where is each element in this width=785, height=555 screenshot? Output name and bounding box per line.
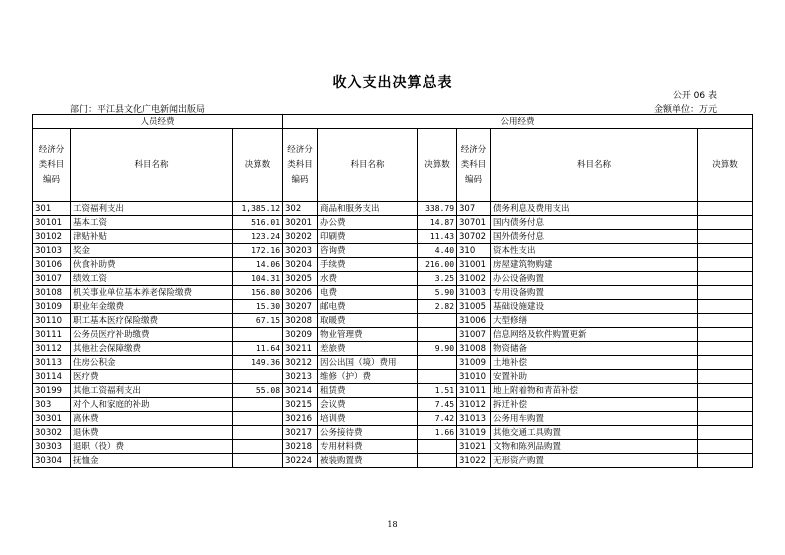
name-cell: 取暖费 [318, 314, 418, 328]
code-header: 经济分类科目编码 [457, 129, 491, 202]
code-cell: 30103 [33, 244, 71, 258]
code-cell: 31021 [457, 440, 491, 454]
amount-cell [233, 398, 283, 412]
amount-cell [233, 370, 283, 384]
amount-cell: 149.36 [233, 356, 283, 370]
code-cell: 30213 [283, 370, 318, 384]
amount-cell [233, 328, 283, 342]
amount-cell: 3.25 [418, 272, 457, 286]
name-header: 科目名称 [318, 129, 418, 202]
group-header-row [33, 115, 753, 129]
table-row [33, 202, 753, 216]
name-cell: 公务接待费 [318, 426, 418, 440]
code-cell: 30205 [283, 272, 318, 286]
code-cell: 30702 [457, 230, 491, 244]
amount-cell: 55.08 [233, 384, 283, 398]
amount-header: 决算数 [418, 129, 457, 202]
code-cell: 31010 [457, 370, 491, 384]
name-cell: 离休费 [71, 412, 233, 426]
name-cell: 职业年金缴费 [71, 300, 233, 314]
name-cell: 手续费 [318, 258, 418, 272]
amount-cell [698, 202, 753, 216]
code-cell: 30109 [33, 300, 71, 314]
code-cell: 30302 [33, 426, 71, 440]
amount-cell [418, 440, 457, 454]
name-cell: 电费 [318, 286, 418, 300]
name-cell: 培训费 [318, 412, 418, 426]
name-cell: 办公费 [318, 216, 418, 230]
name-cell: 物资储备 [491, 342, 698, 356]
name-cell: 绩效工资 [71, 272, 233, 286]
name-cell: 物业管理费 [318, 328, 418, 342]
table-row [33, 216, 753, 230]
code-cell: 30303 [33, 440, 71, 454]
amount-cell: 9.90 [418, 342, 457, 356]
code-cell: 31001 [457, 258, 491, 272]
amount-cell: 2.82 [418, 300, 457, 314]
name-cell: 公务用车购置 [491, 412, 698, 426]
amount-cell: 4.40 [418, 244, 457, 258]
name-cell: 拆迁补偿 [491, 398, 698, 412]
amount-cell: 172.16 [233, 244, 283, 258]
name-cell: 文物和陈列品购置 [491, 440, 698, 454]
code-cell: 30211 [283, 342, 318, 356]
code-cell: 30301 [33, 412, 71, 426]
name-cell: 奖金 [71, 244, 233, 258]
amount-cell: 7.45 [418, 398, 457, 412]
amount-cell: 123.24 [233, 230, 283, 244]
name-cell: 其他工资福利支出 [71, 384, 233, 398]
form-number: 公开 06 表 [672, 91, 717, 101]
amount-cell [698, 314, 753, 328]
table-row [33, 426, 753, 440]
name-cell: 其他社会保障缴费 [71, 342, 233, 356]
amount-cell: 11.43 [418, 230, 457, 244]
table-row [33, 314, 753, 328]
code-cell: 31007 [457, 328, 491, 342]
name-cell: 基本工资 [71, 216, 233, 230]
name-cell: 退休费 [71, 426, 233, 440]
amount-cell [418, 356, 457, 370]
table-row [33, 440, 753, 454]
code-cell: 31019 [457, 426, 491, 440]
code-cell: 31003 [457, 286, 491, 300]
amount-cell: 1,385.12 [233, 202, 283, 216]
code-cell: 30218 [283, 440, 318, 454]
code-cell: 30111 [33, 328, 71, 342]
name-cell: 因公出国（境）费用 [318, 356, 418, 370]
code-cell: 30203 [283, 244, 318, 258]
code-cell: 30701 [457, 216, 491, 230]
code-cell: 30214 [283, 384, 318, 398]
expenditure-table [32, 114, 753, 468]
code-cell: 31002 [457, 272, 491, 286]
name-cell: 差旅费 [318, 342, 418, 356]
code-cell: 310 [457, 244, 491, 258]
code-cell: 30201 [283, 216, 318, 230]
code-cell: 30101 [33, 216, 71, 230]
code-cell: 30110 [33, 314, 71, 328]
amount-cell: 1.66 [418, 426, 457, 440]
table-title: 收入支出决算总表 [332, 75, 453, 91]
name-cell: 住房公积金 [71, 356, 233, 370]
code-cell: 307 [457, 202, 491, 216]
name-cell: 商品和服务支出 [318, 202, 418, 216]
name-cell: 维修（护）费 [318, 370, 418, 384]
table-row [33, 454, 753, 468]
amount-cell: 67.15 [233, 314, 283, 328]
amount-cell: 14.87 [418, 216, 457, 230]
table-row [33, 398, 753, 412]
amount-cell [233, 440, 283, 454]
code-cell: 30206 [283, 286, 318, 300]
name-cell: 专用设备购置 [491, 286, 698, 300]
name-cell: 咨询费 [318, 244, 418, 258]
name-cell: 印刷费 [318, 230, 418, 244]
amount-cell [233, 426, 283, 440]
code-cell: 30216 [283, 412, 318, 426]
name-cell: 津贴补贴 [71, 230, 233, 244]
name-cell: 土地补偿 [491, 356, 698, 370]
amount-cell: 11.64 [233, 342, 283, 356]
amount-cell [698, 342, 753, 356]
table-row [33, 258, 753, 272]
code-cell: 30217 [283, 426, 318, 440]
name-cell: 对个人和家庭的补助 [71, 398, 233, 412]
amount-cell [698, 370, 753, 384]
amount-cell [698, 286, 753, 300]
name-cell: 退职（役）费 [71, 440, 233, 454]
name-cell: 机关事业单位基本养老保险缴费 [71, 286, 233, 300]
name-cell: 被装购置费 [318, 454, 418, 468]
amount-cell [698, 412, 753, 426]
amount-header: 决算数 [233, 129, 283, 202]
name-cell: 房屋建筑物购建 [491, 258, 698, 272]
department-label: 部门：平江县文化广电新闻出版局 [70, 105, 206, 115]
name-cell: 大型修缮 [491, 314, 698, 328]
name-cell: 其他交通工具购置 [491, 426, 698, 440]
code-cell: 30208 [283, 314, 318, 328]
code-cell: 31006 [457, 314, 491, 328]
name-cell: 国外债务付息 [491, 230, 698, 244]
code-cell: 30107 [33, 272, 71, 286]
public-group-header: 公用经费 [283, 115, 753, 129]
code-cell: 31022 [457, 454, 491, 468]
amount-cell [698, 440, 753, 454]
amount-cell: 156.80 [233, 286, 283, 300]
table-row [33, 342, 753, 356]
name-cell: 专用材料费 [318, 440, 418, 454]
code-header: 经济分类科目编码 [33, 129, 71, 202]
page-number: 18 [387, 520, 398, 529]
name-cell: 债务利息及费用支出 [491, 202, 698, 216]
amount-cell [698, 258, 753, 272]
name-cell: 安置补助 [491, 370, 698, 384]
name-cell: 租赁费 [318, 384, 418, 398]
table-row [33, 244, 753, 258]
code-cell: 30212 [283, 356, 318, 370]
code-cell: 31005 [457, 300, 491, 314]
amount-cell: 338.79 [418, 202, 457, 216]
code-cell: 30199 [33, 384, 71, 398]
name-cell: 国内债务付息 [491, 216, 698, 230]
amount-cell [698, 398, 753, 412]
code-header: 经济分类科目编码 [283, 129, 318, 202]
code-cell: 30304 [33, 454, 71, 468]
code-cell: 31008 [457, 342, 491, 356]
name-cell: 会议费 [318, 398, 418, 412]
amount-cell: 516.01 [233, 216, 283, 230]
code-cell: 30102 [33, 230, 71, 244]
amount-cell: 15.30 [233, 300, 283, 314]
table-row [33, 300, 753, 314]
name-cell: 职工基本医疗保险缴费 [71, 314, 233, 328]
code-cell: 30207 [283, 300, 318, 314]
code-cell: 30113 [33, 356, 71, 370]
amount-cell [698, 426, 753, 440]
name-header: 科目名称 [491, 129, 698, 202]
table-row [33, 286, 753, 300]
table-row [33, 412, 753, 426]
code-cell: 31009 [457, 356, 491, 370]
amount-cell: 1.51 [418, 384, 457, 398]
code-cell: 30202 [283, 230, 318, 244]
name-cell: 工资福利支出 [71, 202, 233, 216]
amount-cell [418, 314, 457, 328]
code-cell: 303 [33, 398, 71, 412]
name-cell: 邮电费 [318, 300, 418, 314]
name-header: 科目名称 [71, 129, 233, 202]
personnel-group-header: 人员经费 [33, 115, 283, 129]
amount-cell [233, 412, 283, 426]
table-row [33, 370, 753, 384]
table-row [33, 384, 753, 398]
amount-header: 决算数 [698, 129, 753, 202]
amount-cell [698, 244, 753, 258]
table-row [33, 272, 753, 286]
table-row [33, 230, 753, 244]
amount-unit-label: 金额单位：万元 [653, 105, 717, 115]
amount-cell [698, 230, 753, 244]
amount-cell [698, 454, 753, 468]
table-row [33, 328, 753, 342]
code-cell: 30112 [33, 342, 71, 356]
amount-cell: 5.90 [418, 286, 457, 300]
name-cell: 资本性支出 [491, 244, 698, 258]
name-cell: 公务员医疗补助缴费 [71, 328, 233, 342]
code-cell: 30114 [33, 370, 71, 384]
amount-cell [698, 216, 753, 230]
code-cell: 31012 [457, 398, 491, 412]
amount-cell [698, 272, 753, 286]
name-cell: 医疗费 [71, 370, 233, 384]
amount-cell [418, 328, 457, 342]
amount-cell [418, 370, 457, 384]
name-cell: 抚恤金 [71, 454, 233, 468]
code-cell: 301 [33, 202, 71, 216]
amount-cell [698, 300, 753, 314]
amount-cell [698, 356, 753, 370]
amount-cell [233, 454, 283, 468]
amount-cell: 104.31 [233, 272, 283, 286]
name-cell: 办公设备购置 [491, 272, 698, 286]
amount-cell: 7.42 [418, 412, 457, 426]
code-cell: 30224 [283, 454, 318, 468]
amount-cell [698, 328, 753, 342]
code-cell: 30106 [33, 258, 71, 272]
code-cell: 30209 [283, 328, 318, 342]
code-cell: 30215 [283, 398, 318, 412]
name-cell: 无形资产购置 [491, 454, 698, 468]
column-header-row [33, 129, 753, 202]
code-cell: 30204 [283, 258, 318, 272]
code-cell: 30108 [33, 286, 71, 300]
code-cell: 31013 [457, 412, 491, 426]
amount-cell: 14.06 [233, 258, 283, 272]
name-cell: 水费 [318, 272, 418, 286]
name-cell: 基础设施建设 [491, 300, 698, 314]
code-cell: 31011 [457, 384, 491, 398]
name-cell: 伙食补助费 [71, 258, 233, 272]
amount-cell [698, 384, 753, 398]
name-cell: 信息网络及软件购置更新 [491, 328, 698, 342]
amount-cell [418, 454, 457, 468]
code-cell: 302 [283, 202, 318, 216]
name-cell: 地上附着物和青苗补偿 [491, 384, 698, 398]
amount-cell: 216.00 [418, 258, 457, 272]
table-row [33, 356, 753, 370]
